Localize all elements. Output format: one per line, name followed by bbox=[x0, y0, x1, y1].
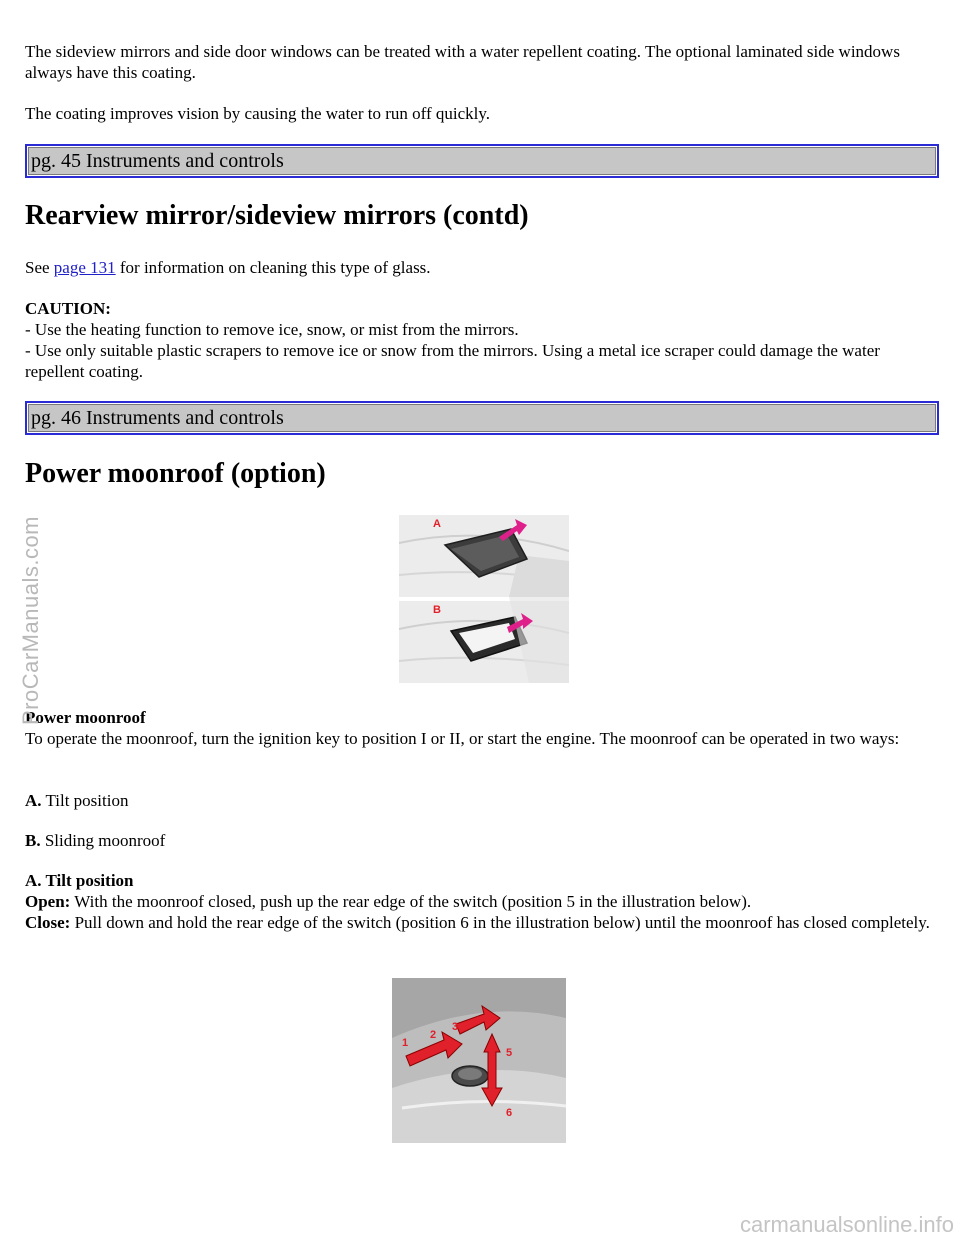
switch-label-6: 6 bbox=[506, 1107, 513, 1119]
page-131-link[interactable]: page 131 bbox=[53, 258, 116, 277]
watermark-procarmanuals: ProCarManuals.com bbox=[18, 515, 43, 725]
caution-block bbox=[25, 298, 925, 382]
option-a-text: Tilt position bbox=[41, 791, 129, 810]
moonroof-description bbox=[25, 707, 935, 749]
switch-label-1: 1 bbox=[402, 1037, 409, 1049]
see-prefix: See bbox=[25, 258, 54, 277]
moonroof-switch-illustration bbox=[392, 978, 566, 1143]
close-text: Pull down and hold the rear edge of the switch (position 6 in the illustration below) until the moonroof has closed completely. bbox=[70, 913, 930, 932]
see-page-paragraph bbox=[25, 257, 431, 278]
switch-label-3: 3 bbox=[452, 1021, 459, 1033]
figure-label-b: B bbox=[433, 604, 441, 616]
intro-paragraph-2: The coating improves vision by causing the water to run off quickly. bbox=[25, 104, 491, 123]
see-suffix: for information on cleaning this type of glass. bbox=[115, 258, 431, 277]
close-label: Close: bbox=[25, 913, 71, 932]
switch-label-5: 5 bbox=[506, 1047, 513, 1059]
tilt-heading: A. Tilt position bbox=[25, 871, 134, 890]
option-a bbox=[25, 790, 128, 811]
figure-label-a: A bbox=[433, 518, 441, 530]
caution-line-2: - Use only suitable plastic scrapers to remove ice or snow from the mirrors. Using a metal ice scraper could damage the water repellent coating. bbox=[25, 341, 880, 381]
caution-line-1: - Use the heating function to remove ice, snow, or mist from the mirrors. bbox=[25, 320, 519, 339]
heading-rearview-mirrors: Rearview mirror/sideview mirrors (contd) bbox=[25, 200, 529, 231]
heading-power-moonroof: Power moonroof (option) bbox=[25, 458, 326, 489]
caution-label: CAUTION: bbox=[25, 299, 111, 318]
watermark-carmanualsonline: carmanualsonline.info bbox=[739, 1212, 954, 1237]
moonroof-body: To operate the moonroof, turn the ignition key to position I or II, or start the engine. The moonroof can be operated in two ways: bbox=[25, 729, 900, 748]
switch-label-4: 4 bbox=[474, 1015, 481, 1027]
option-a-label: A. bbox=[25, 791, 42, 810]
intro-paragraph-1: The sideview mirrors and side door windows can be treated with a water repellent coating. The optional laminated side windows always have this coating. bbox=[25, 42, 900, 82]
section-bar-pg45: pg. 45 Instruments and controls bbox=[25, 144, 939, 178]
option-b-label: B. bbox=[25, 831, 41, 850]
option-b bbox=[25, 830, 165, 851]
moonroof-subheading: Power moonroof bbox=[25, 708, 146, 727]
section-bar-pg46: pg. 46 Instruments and controls bbox=[25, 401, 939, 435]
open-label: Open: bbox=[25, 892, 71, 911]
open-text: With the moonroof closed, push up the rear edge of the switch (position 5 in the illustration below). bbox=[70, 892, 752, 911]
tilt-position-section bbox=[25, 870, 935, 933]
option-b-text: Sliding moonroof bbox=[40, 831, 166, 850]
switch-label-2: 2 bbox=[430, 1029, 437, 1041]
moonroof-illustration bbox=[399, 515, 569, 683]
